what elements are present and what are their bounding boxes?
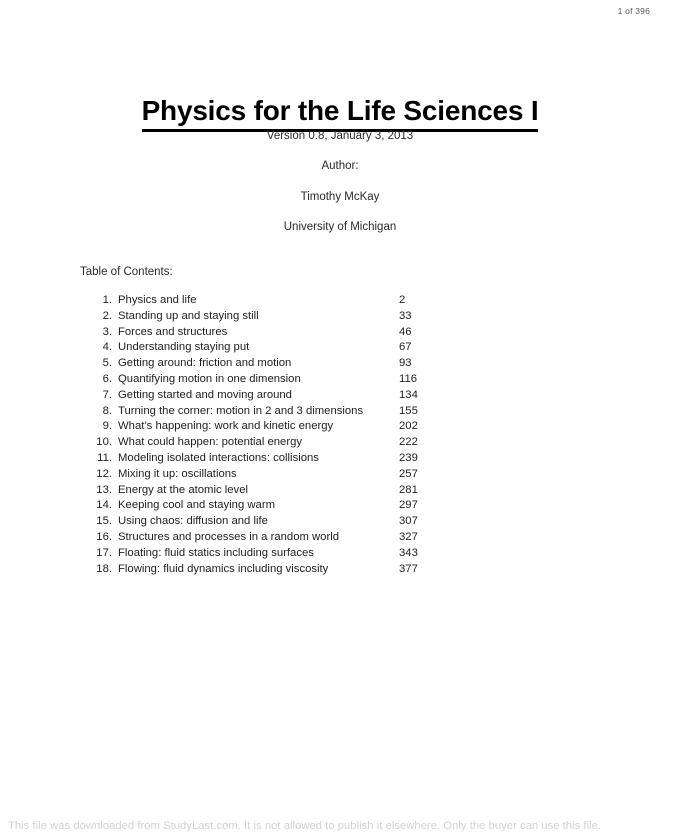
- toc-entry-number: 10.: [96, 436, 112, 449]
- toc-entry-page-number: 202: [399, 420, 418, 433]
- toc-entry: [88, 546, 448, 562]
- toc-entry-page-number: 33: [399, 309, 412, 322]
- toc-entry-label: Quantifying motion in one dimension: [118, 372, 301, 385]
- toc-entry-number: 1.: [102, 294, 112, 306]
- institution-line: University of Michigan: [283, 220, 397, 233]
- toc-entry-number: 12.: [96, 467, 112, 480]
- title-metadata-block: [0, 130, 680, 251]
- toc-entry: [88, 325, 448, 341]
- page-title-text: Physics for the Life Sciences I: [142, 96, 539, 132]
- toc-entry-label: Getting started and moving around: [118, 388, 292, 401]
- author-name-line: Timothy McKay: [300, 190, 380, 203]
- toc-entry-page-number: 93: [399, 357, 412, 370]
- toc-entry-page-number: 327: [399, 530, 418, 543]
- toc-entry: [88, 340, 448, 356]
- toc-entry-label: Getting around: friction and motion: [118, 357, 292, 370]
- toc-entry-page-number: 222: [399, 436, 418, 449]
- toc-entry-number: 14.: [96, 499, 112, 512]
- toc-entry: [88, 498, 448, 514]
- toc-entry-page-number: 46: [399, 325, 412, 338]
- toc-entry-number: 8.: [102, 404, 112, 417]
- toc-entry-page-number: 377: [399, 562, 418, 575]
- toc-entry-number: 11.: [97, 451, 112, 464]
- toc-entry-label: What could happen: potential energy: [118, 436, 303, 449]
- toc-entry-label: Modeling isolated interactions: collisions: [118, 451, 319, 464]
- toc-entry-number: 16.: [96, 530, 112, 543]
- toc-entry-label: Standing up and staying still: [118, 309, 259, 322]
- toc-entry-number: 6.: [102, 372, 112, 385]
- footer-watermark-note: This file was downloaded from StudyLast.com. It is not allowed to publish it elsewhere. Only the buyer can use this file.: [8, 820, 602, 832]
- toc-entry: [88, 514, 448, 530]
- toc-entry-page-number: 257: [399, 467, 418, 480]
- toc-entry-number: 7.: [102, 388, 112, 401]
- table-of-contents-heading: Table of Contents:: [80, 266, 173, 278]
- toc-entry-label: Floating: fluid statics including surfaces: [118, 546, 314, 559]
- toc-entry-number: 3.: [102, 325, 112, 338]
- toc-entry-page-number: 134: [399, 388, 418, 401]
- toc-entry-number: 4.: [102, 341, 112, 354]
- toc-entry: [88, 309, 448, 325]
- toc-entry-page-number: 307: [399, 515, 418, 528]
- toc-entry-page-number: 343: [399, 546, 418, 559]
- toc-entry: [88, 530, 448, 546]
- toc-entry-label: Energy at the atomic level: [118, 483, 248, 496]
- toc-entry: [88, 483, 448, 499]
- toc-entry-page-number: 155: [399, 404, 418, 417]
- toc-entry-label: Physics and life: [118, 294, 197, 306]
- toc-entry-label: Structures and processes in a random world: [118, 530, 340, 543]
- page-title: [0, 95, 680, 132]
- toc-entry-number: 5.: [102, 357, 112, 370]
- toc-entry-label: What’s happening: work and kinetic energy: [118, 420, 334, 433]
- toc-entry: [88, 562, 448, 578]
- toc-entry-label: Keeping cool and staying warm: [118, 499, 275, 512]
- toc-entry: [88, 451, 448, 467]
- toc-entry-number: 9.: [102, 420, 112, 433]
- toc-entry: [88, 356, 448, 372]
- toc-entry-label: Forces and structures: [118, 325, 228, 338]
- toc-entry: [88, 372, 448, 388]
- toc-entry-page-number: 2: [399, 294, 406, 306]
- toc-entry-label: Mixing it up: oscillations: [118, 467, 237, 480]
- toc-entry-label: Turning the corner: motion in 2 and 3 dimensions: [118, 404, 364, 417]
- page-indicator: 1 of 396: [617, 6, 650, 16]
- toc-entry: [88, 419, 448, 435]
- toc-entry-number: 2.: [102, 309, 112, 322]
- toc-entry-page-number: 281: [399, 483, 418, 496]
- version-date-line: Version 0.8, January 3, 2013: [266, 130, 414, 142]
- toc-entry-number: 13.: [96, 483, 112, 496]
- table-of-contents-list: [88, 293, 448, 577]
- toc-entry: [88, 293, 448, 309]
- toc-entry-page-number: 67: [399, 341, 412, 354]
- toc-entry-number: 18.: [96, 562, 112, 575]
- toc-entry-page-number: 116: [399, 372, 418, 385]
- toc-entry-label: Flowing: fluid dynamics including viscosity: [118, 562, 329, 575]
- toc-entry-label: Using chaos: diffusion and life: [118, 515, 268, 528]
- toc-entry-label: Understanding staying put: [118, 341, 250, 354]
- toc-entry: [88, 404, 448, 420]
- toc-entry-page-number: 239: [399, 451, 418, 464]
- toc-entry: [88, 435, 448, 451]
- toc-entry: [88, 467, 448, 483]
- toc-entry: [88, 388, 448, 404]
- toc-entry-page-number: 297: [399, 499, 418, 512]
- toc-entry-number: 17.: [96, 546, 112, 559]
- toc-entry-number: 15.: [96, 515, 112, 528]
- author-label-line: Author:: [321, 160, 359, 173]
